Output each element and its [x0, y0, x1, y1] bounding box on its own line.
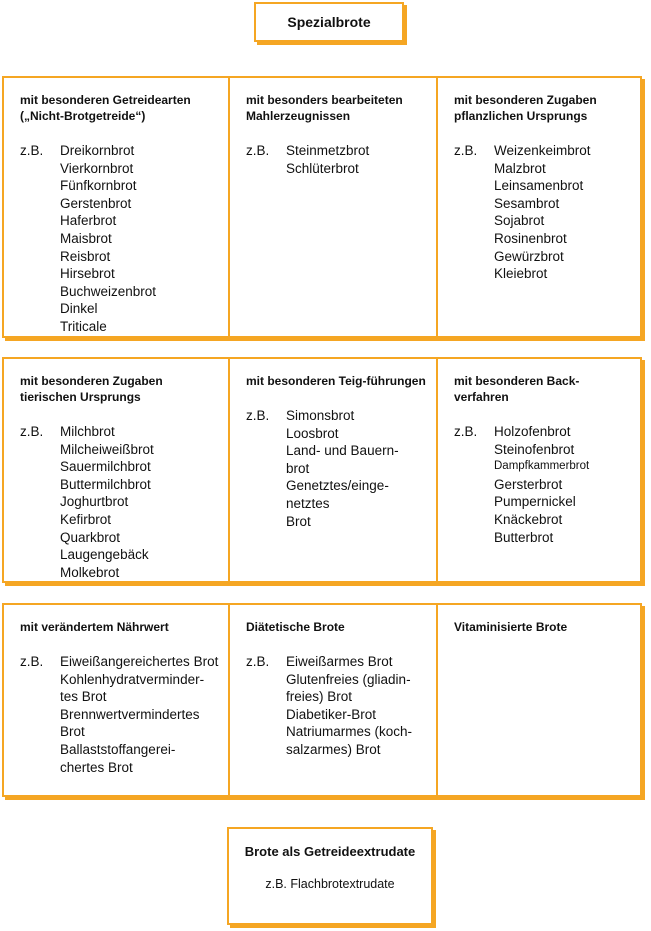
list-item: Hirsebrot — [60, 266, 115, 282]
list-item: Haferbrot — [60, 213, 117, 229]
list-item: Sesambrot — [494, 195, 560, 211]
list-item: Holzofenbrot — [494, 424, 571, 439]
list-item: Gersterbrot — [494, 476, 563, 492]
list-item: Joghurtbrot — [60, 494, 129, 510]
list-item: Kefirbrot — [60, 511, 112, 527]
list-item: Buchweizenbrot — [60, 283, 157, 299]
category-getreidearten — [2, 76, 230, 338]
category-mahlerzeugnisse — [228, 76, 438, 338]
list-item: Leinsamenbrot — [494, 178, 584, 194]
category-teigfuehrungen — [228, 357, 438, 583]
list-item: netztes — [286, 495, 330, 511]
list-item: Molkebrot — [60, 564, 120, 580]
item-list — [60, 653, 218, 776]
zb-label: z.B. — [246, 143, 270, 158]
example-text: z.B. Flachbrotextrudate — [265, 877, 395, 891]
list-item: Ballaststoffangerei- — [60, 741, 176, 757]
list-item: Brot — [60, 724, 85, 740]
list-item: Gerstenbrot — [60, 195, 132, 211]
category-heading: mit besonderen Teig-führungen — [246, 374, 426, 388]
list-item: Brot — [286, 513, 311, 529]
category-heading: mit besonders bearbeiteten Mahlerzeugnissen — [246, 93, 403, 123]
list-item: tes Brot — [60, 689, 107, 705]
list-item: Knäckebrot — [494, 511, 563, 527]
list-item: Eiweißarmes Brot — [286, 654, 393, 669]
list-item: Natriumarmes (koch- — [286, 724, 413, 740]
category-naehrwert — [2, 603, 230, 797]
list-item: chertes Brot — [60, 759, 133, 775]
list-item: Dreikornbrot — [60, 143, 135, 158]
zb-label: z.B. — [20, 654, 44, 669]
list-item: Milcheiweißbrot — [60, 441, 154, 457]
category-heading: mit verändertem Nährwert — [20, 620, 169, 634]
list-item: Brennwertvermindertes — [60, 706, 200, 722]
title-box — [254, 2, 404, 42]
category-backverfahren — [436, 357, 642, 583]
zb-label: z.B. — [246, 654, 270, 669]
list-item: Milchbrot — [60, 424, 115, 439]
list-item: Steinofenbrot — [494, 441, 575, 457]
item-list — [286, 407, 399, 530]
category-heading: mit besonderen Zugaben tierischen Ursprungs — [20, 374, 163, 404]
list-item: Maisbrot — [60, 230, 112, 246]
list-item: Genetztes/einge- — [286, 478, 389, 494]
list-item: salzarmes) Brot — [286, 741, 381, 757]
category-heading: Diätetische Brote — [246, 620, 345, 634]
list-item: Steinmetzbrot — [286, 143, 370, 158]
list-item: Weizenkeimbrot — [494, 143, 591, 158]
list-item: brot — [286, 460, 310, 476]
list-item: Diabetiker-Brot — [286, 706, 377, 722]
zb-label: z.B. — [20, 424, 44, 439]
item-list — [60, 423, 154, 581]
category-heading: mit besonderen Back-verfahren — [454, 374, 580, 404]
list-item: Sauermilchbrot — [60, 459, 151, 475]
zb-label: z.B. — [454, 424, 478, 439]
zb-label: z.B. — [20, 143, 44, 158]
category-diaetetisch — [228, 603, 438, 797]
list-item: Butterbrot — [494, 529, 554, 545]
list-item: Quarkbrot — [60, 529, 121, 545]
list-item: Kleiebrot — [494, 266, 548, 282]
list-item: Vierkornbrot — [60, 160, 134, 176]
list-item: Schlüterbrot — [286, 160, 359, 176]
item-list — [286, 653, 412, 759]
zb-label: z.B. — [246, 408, 270, 423]
category-heading: Brote als Getreideextrudate — [244, 844, 416, 859]
list-item: Laugengebäck — [60, 547, 149, 563]
category-heading: mit besonderen Zugaben pflanzlichen Ursprungs — [454, 93, 597, 123]
list-item: Reisbrot — [60, 248, 111, 264]
category-extrudate — [227, 827, 433, 925]
list-item: Dampfkammerbrot — [494, 460, 590, 473]
list-item: Dinkel — [60, 301, 98, 317]
list-item: Buttermilchbrot — [60, 476, 151, 492]
list-item: Kohlenhydratverminder- — [60, 671, 205, 687]
zb-label: z.B. — [454, 143, 478, 158]
list-item: Gewürzbrot — [494, 248, 564, 264]
item-list — [494, 423, 589, 546]
list-item: Loosbrot — [286, 425, 339, 441]
item-list — [60, 142, 156, 336]
list-item: Pumpernickel — [494, 494, 576, 510]
list-item: Eiweißangereichertes Brot — [60, 654, 219, 669]
title: Spezialbrote — [287, 14, 371, 30]
item-list — [286, 142, 369, 177]
list-item: freies) Brot — [286, 689, 353, 705]
list-item: Glutenfreies (gliadin- — [286, 671, 411, 687]
category-vitaminisiert — [436, 603, 642, 797]
item-list — [494, 142, 591, 283]
list-item: Malzbrot — [494, 160, 546, 176]
list-item: Rosinenbrot — [494, 230, 567, 246]
category-pflanzliche-zugaben — [436, 76, 642, 338]
list-item: Simonsbrot — [286, 408, 355, 423]
category-heading: Vitaminisierte Brote — [454, 620, 568, 634]
list-item: Fünfkornbrot — [60, 178, 137, 194]
list-item: Land- und Bauern- — [286, 443, 399, 459]
category-tierische-zugaben — [2, 357, 230, 583]
category-heading: mit besonderen Getreidearten („Nicht-Brotgetreide“) — [20, 93, 191, 123]
list-item: Sojabrot — [494, 213, 545, 229]
list-item: Triticale — [60, 318, 107, 334]
